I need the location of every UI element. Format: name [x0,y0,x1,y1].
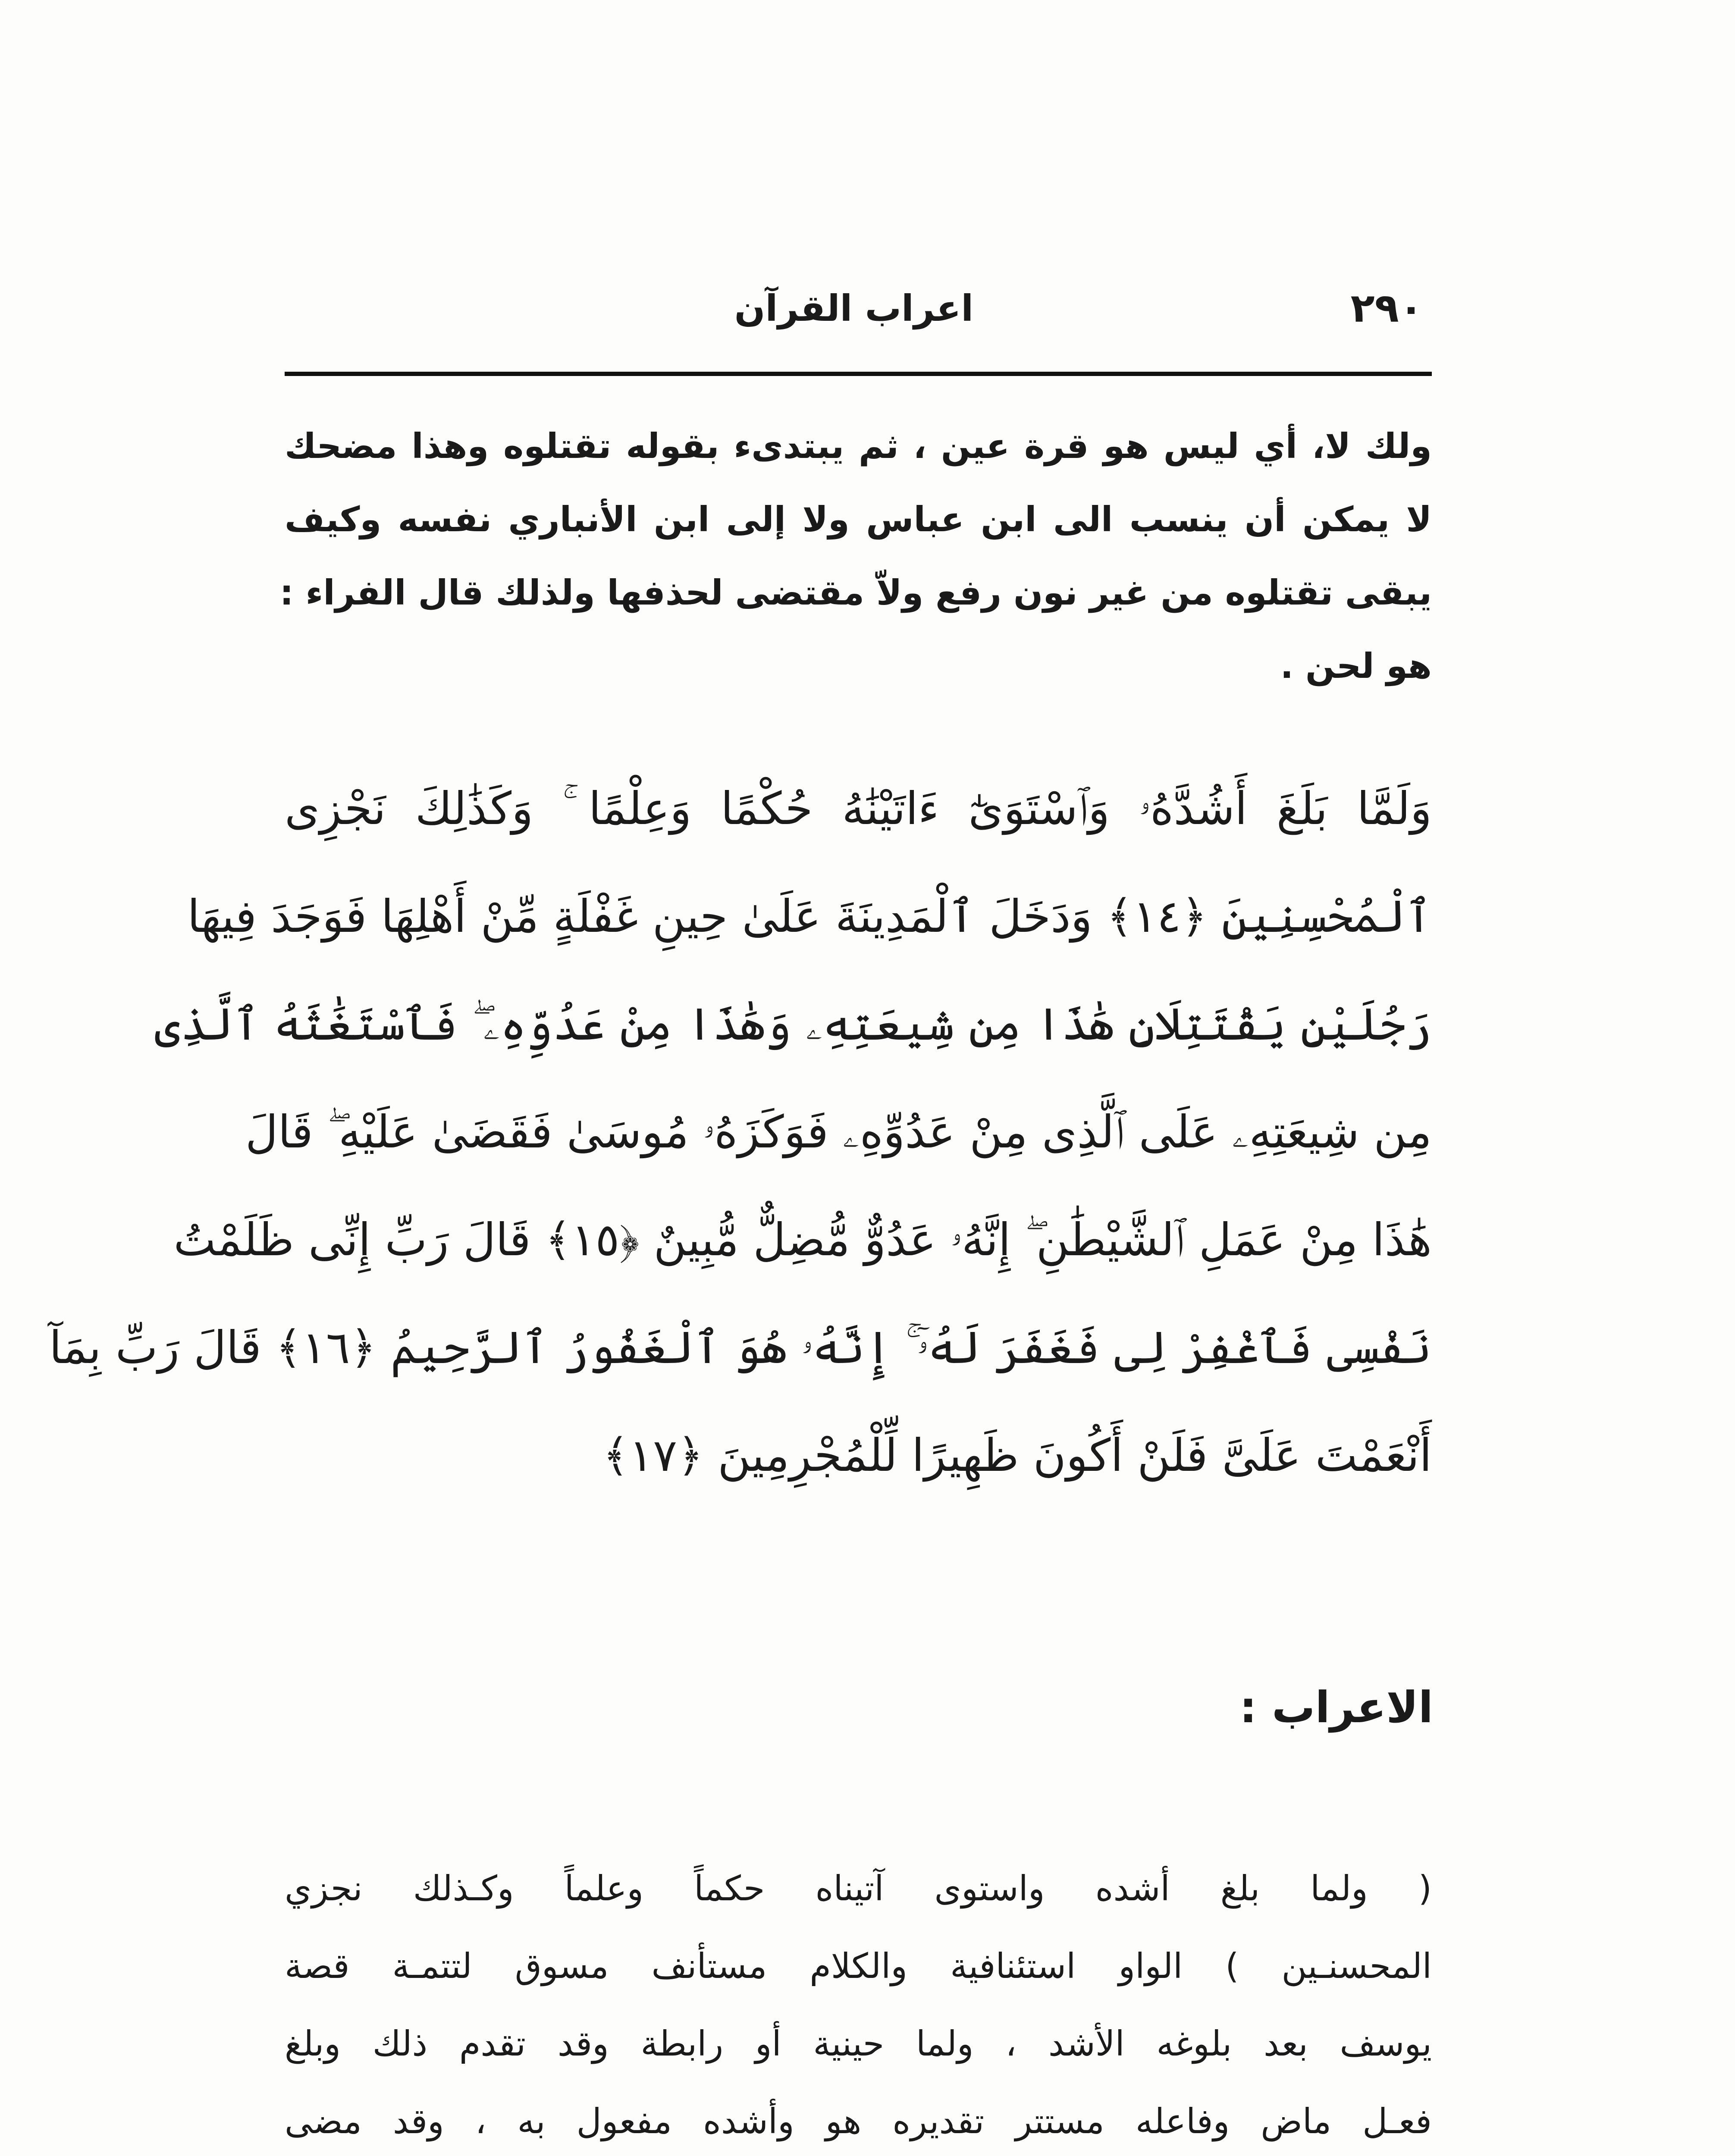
paragraph-line: ( ولما بلغ أشده واستوى آتيناه حكماً وعلماً وكـذلك نجزي [285,1868,1432,1908]
section-heading: الاعراب : [1239,1682,1433,1733]
verse-line: ٱلْمُحْسِنِينَ ﴿١٤﴾ وَدَخَلَ ٱلْمَدِينَةَ عَلَىٰ حِينِ غَفْلَةٍ مِّنْ أَهْلِهَا فَوَجَدَ فِيهَا [187,890,1432,943]
verse-line: مِن شِيعَتِهِۦ عَلَى ٱلَّذِى مِنْ عَدُوِّهِۦ فَوَكَزَهُۥ مُوسَىٰ فَقَضَىٰ عَلَيْهِ ۖ قَالَ [245,1106,1432,1158]
paragraph-line: هو لحن . [1280,646,1432,686]
paragraph-line: ولك لا، أي ليس هو قرة عين ، ثم يبتدىء بقوله تقتلوه وهذا مضحك [285,426,1432,466]
paragraph-line: فعـل ماض وفاعله مستتر تقديره هو وأشده مفعول به ، وقد مضى [285,2101,1432,2141]
paragraph-line: لا يمكن أن ينسب الى ابن عباس ولا إلى ابن الأنباري نفسه وكيف [285,499,1432,539]
running-title: اعراب القرآن [734,287,974,329]
running-header [285,276,1423,336]
irab-paragraph [285,1850,1432,2156]
verse-line: وَلَمَّا بَلَغَ أَشُدَّهُۥ وَٱسْتَوَىٰٓ ءَاتَيْنَٰهُ حُكْمًا وَعِلْمًا ۚ وَكَذَٰلِكَ نَجْزِى [285,782,1432,835]
quran-verse-block [49,755,1432,1509]
page-number: ٢٩٠ [1350,285,1423,331]
intro-paragraph [279,410,1432,703]
paragraph-line: يبقى تقتلوه من غير نون رفع ولاّ مقتضى لحذفها ولذلك قال الفراء : [279,573,1432,613]
verse-line: هَٰذَا مِنْ عَمَلِ ٱلشَّيْطَٰنِ ۖ إِنَّهُۥ عَدُوٌّ مُّضِلٌّ مُّبِينٌ ﴿١٥﴾ قَالَ رَبِّ إِنِّى ظَلَمْتُ [173,1213,1432,1266]
verse-line: نَفْسِى فَٱغْفِرْ لِى فَغَفَرَ لَهُۥٓ ۚ إِنَّهُۥ هُوَ ٱلْغَفُورُ ٱلرَّحِيمُ ﴿١٦﴾ قَالَ رَبِّ بِمَآ [49,1321,1432,1374]
paragraph-line: المحسنـين ) الواو استئنافية والكلام مستأنف مسوق لتتمـة قصة [285,1946,1432,1986]
paragraph-line: يوسف بعد بلوغه الأشد ، ولما حينية أو رابطة وقد تقدم ذلك وبلغ [285,2024,1432,2064]
header-divider [285,372,1432,376]
verse-line: أَنْعَمْتَ عَلَىَّ فَلَنْ أَكُونَ ظَهِيرًا لِّلْمُجْرِمِينَ ﴿١٧﴾ [602,1429,1432,1482]
verse-line: رَجُلَيْنِ يَقْتَتِلَانِ هَٰذَا مِن شِيعَتِهِۦ وَهَٰذَا مِنْ عَدُوِّهِۦ ۖ فَٱسْتَغَٰثَهُ ٱلَّذِى [154,998,1432,1050]
